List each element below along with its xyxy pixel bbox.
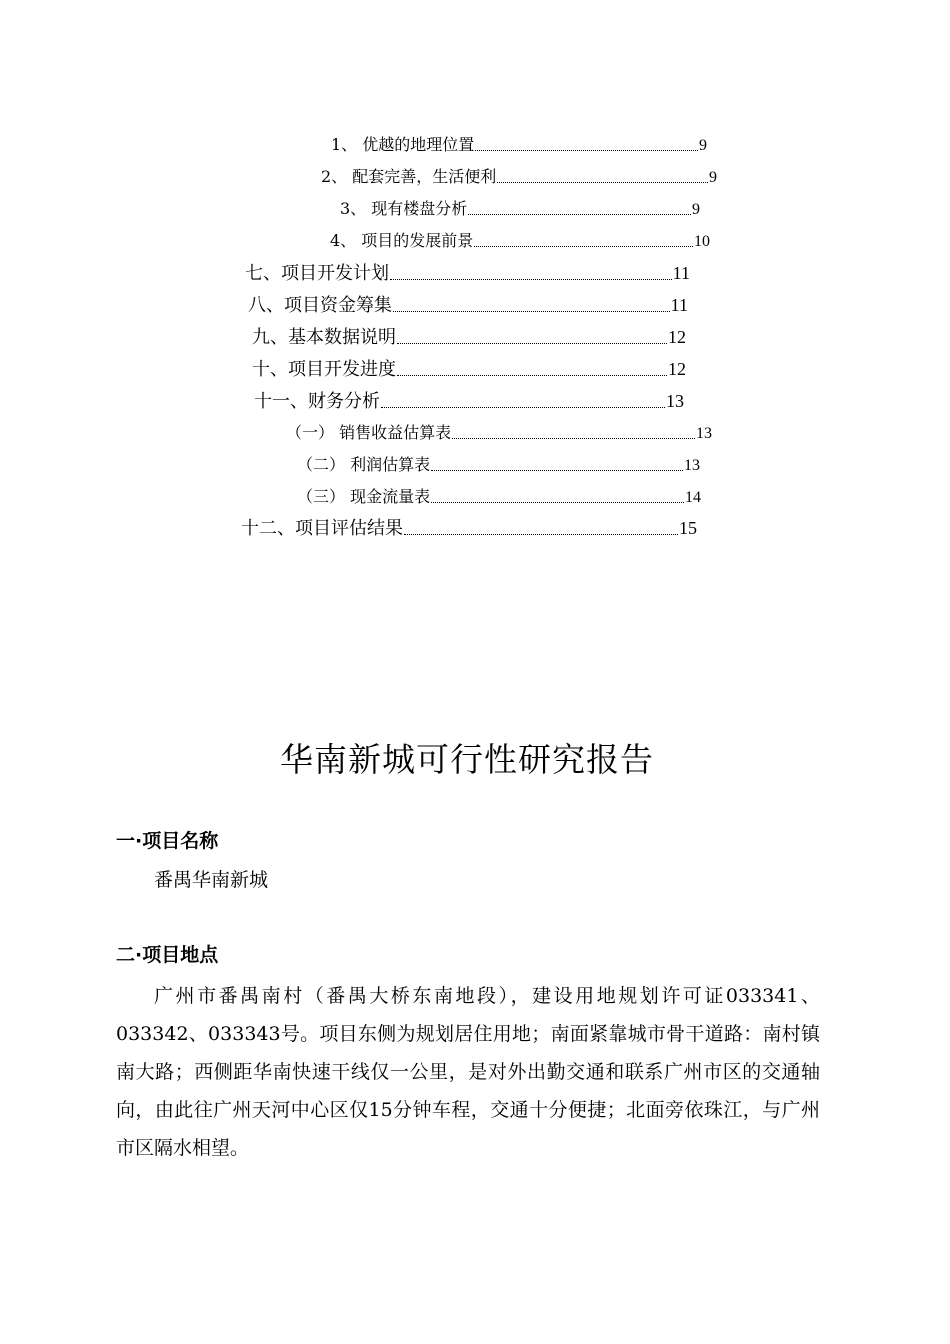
toc-leader	[390, 278, 672, 280]
toc-leader	[468, 213, 691, 215]
toc-leader	[475, 149, 698, 151]
section-heading-project-name: 一·项目名称	[116, 830, 219, 852]
toc-entry-label: （二） 利润估算表	[297, 455, 431, 474]
toc-entry-label: 2、 配套完善，生活便利	[321, 167, 497, 186]
toc-entry[interactable]	[252, 360, 686, 379]
toc-entry[interactable]	[286, 425, 712, 442]
project-name-text: 番禺华南新城	[154, 869, 269, 891]
toc-entry-label: 十二、项目评估结果	[241, 518, 403, 539]
toc-entry[interactable]	[248, 296, 688, 315]
toc-entry-page: 15	[679, 518, 697, 538]
toc-entry-label: 3、 现有楼盘分析	[340, 199, 468, 218]
toc-entry-page: 13	[666, 391, 684, 411]
toc-leader	[397, 342, 667, 344]
toc-entry-label: 七、项目开发计划	[245, 263, 389, 284]
toc-entry-label: 4、 项目的发展前景	[330, 231, 474, 250]
toc-entry[interactable]	[254, 392, 684, 411]
toc-leader	[474, 245, 693, 247]
toc-entry-page: 11	[670, 295, 688, 315]
toc-entry-label: （一） 销售收益估算表	[286, 423, 452, 442]
toc-entry[interactable]	[245, 264, 690, 283]
toc-entry[interactable]	[241, 519, 697, 538]
toc-entry-page: 9	[709, 169, 717, 186]
toc-entry[interactable]	[321, 169, 717, 186]
toc-leader	[431, 501, 684, 503]
toc-entry[interactable]	[331, 137, 707, 154]
toc-entry-page: 9	[692, 201, 700, 218]
toc-leader	[393, 310, 670, 312]
toc-leader	[381, 406, 665, 408]
toc-entry[interactable]	[252, 328, 686, 347]
toc-entry-label: 1、 优越的地理位置	[331, 135, 475, 154]
toc-entry-label: 十、项目开发进度	[252, 359, 396, 380]
toc-entry-label: （三） 现金流量表	[297, 487, 431, 506]
toc-entry[interactable]	[330, 233, 710, 250]
toc-entry-page: 11	[672, 263, 690, 283]
toc-leader	[431, 469, 683, 471]
report-title: 华南新城可行性研究报告	[280, 740, 654, 779]
project-location-paragraph: 广州市番禺南村（番禺大桥东南地段），建设用地规划许可证033341、033342、033343号。项目东侧为规划居住用地；南面紧靠城市骨干道路：南村镇南大路；西侧距华南快速干线仅一公里，是对外出勤交通和联系广州市区的交通轴向，由此往广州天河中心区仅15分钟车程，交通十分便捷；北面旁依珠江，与广州市区隔水相望。	[116, 985, 820, 1159]
toc-entry-page: 9	[699, 137, 707, 154]
toc-entry[interactable]	[340, 201, 700, 218]
toc-leader	[452, 437, 695, 439]
toc-leader	[397, 374, 667, 376]
toc-leader	[404, 533, 678, 535]
toc-entry-page: 10	[694, 233, 710, 250]
toc-entry-label: 九、基本数据说明	[252, 327, 396, 348]
toc-entry[interactable]	[297, 489, 701, 506]
toc-leader	[497, 181, 708, 183]
section-heading-project-location: 二·项目地点	[116, 944, 219, 966]
toc-entry-label: 十一、财务分析	[254, 391, 380, 412]
toc-entry-page: 13	[684, 457, 700, 474]
toc-entry-page: 13	[696, 425, 712, 442]
toc-entry-page: 14	[685, 489, 701, 506]
toc-entry-page: 12	[668, 359, 686, 379]
toc-entry-label: 八、项目资金筹集	[248, 295, 392, 316]
toc-entry[interactable]	[297, 457, 700, 474]
toc-entry-page: 12	[668, 327, 686, 347]
